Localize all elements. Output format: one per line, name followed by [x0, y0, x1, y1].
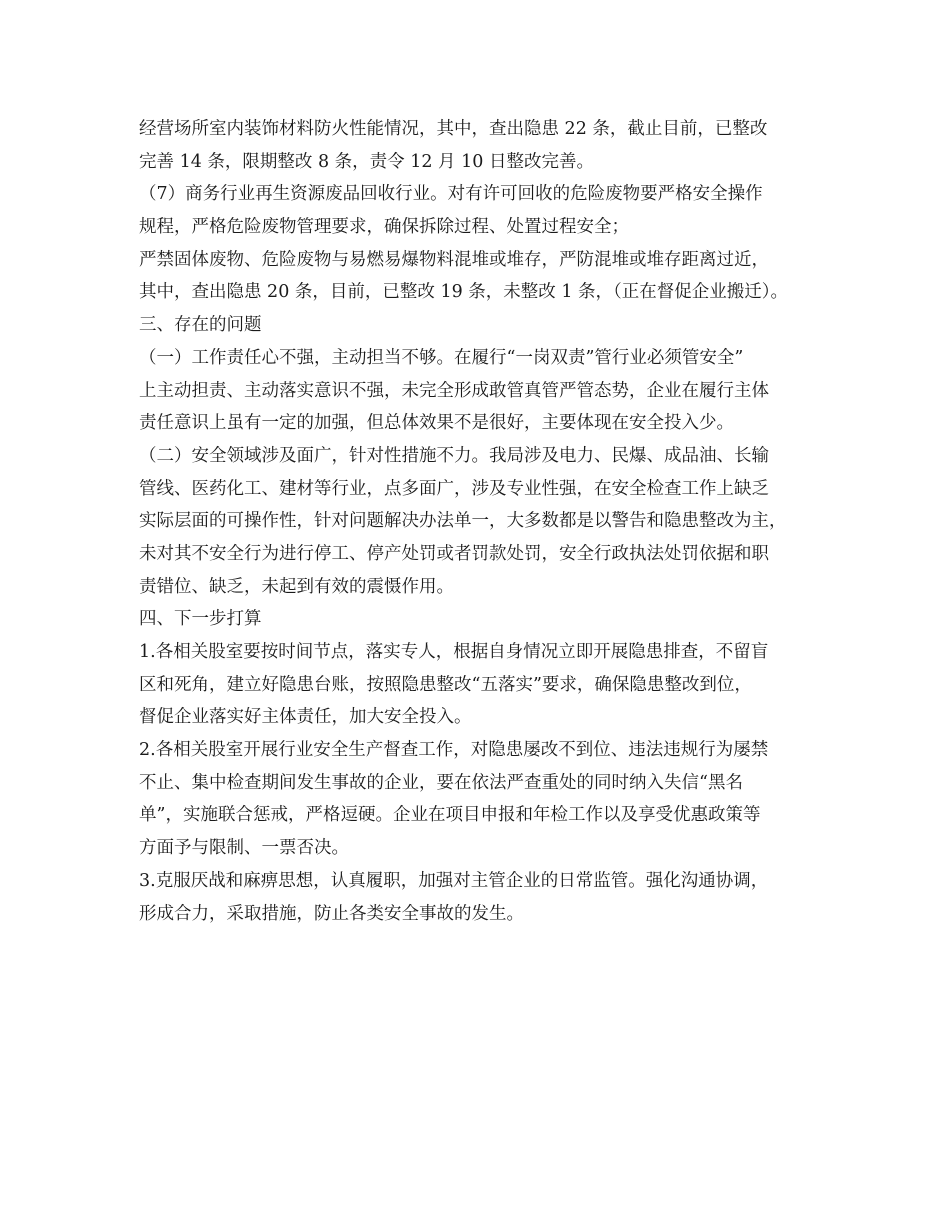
text-line: 规程，严格危险废物管理要求，确保拆除过程、处置过程安全； — [139, 217, 629, 238]
text-line: 上主动担责、主动落实意识不强，未完全形成敢管真管严管态势，企业在履行主体 — [139, 380, 769, 401]
text-line: 形成合力，采取措施，防止各类安全事故的发生。 — [139, 903, 524, 924]
text-line: 不止、集中检查期间发生事故的企业，要在依法严查重处的同时纳入失信“黑名 — [139, 772, 743, 793]
text-line: 督促企业落实好主体责任，加大安全投入。 — [139, 707, 472, 728]
document-body — [139, 113, 829, 930]
text-line: 单”，实施联合惩戒，严格逗硬。企业在项目申报和年检工作以及享受优惠政策等 — [139, 805, 761, 826]
text-line: 方面予与限制、一票否决。 — [139, 838, 349, 859]
text-line: （二）安全领域涉及面广，针对性措施不力。我局涉及电力、民爆、成品油、长输 — [139, 445, 769, 466]
text-line: 2.各相关股室开展行业安全生产督查工作，对隐患屡改不到位、违法违规行为屡禁 — [139, 740, 769, 761]
text-line: 其中，查出隐患 20 条，目前，已整改 19 条，未整改 1 条，（正在督促企业搬迁）。 — [139, 282, 789, 303]
text-line: 完善 14 条，限期整改 8 条，责令 12 月 10 日整改完善。 — [139, 151, 594, 172]
section-heading: 三、存在的问题 — [139, 315, 262, 336]
text-line: 1.各相关股室要按时间节点，落实专人，根据自身情况立即开展隐患排查，不留盲 — [139, 642, 769, 662]
text-line: 责错位、缺乏，未起到有效的震慑作用。 — [139, 576, 454, 597]
text-line: 3.克服厌战和麻痹思想，认真履职，加强对主管企业的日常监管。强化沟通协调， — [139, 870, 769, 891]
text-line: 管线、医药化工、建材等行业，点多面广，涉及专业性强，在安全检查工作上缺乏 — [139, 478, 769, 499]
text-line: 区和死角，建立好隐患台账，按照隐患整改“五落实”要求，确保隐患整改到位， — [139, 674, 752, 695]
text-line: 经营场所室内装饰材料防火性能情况，其中，查出隐患 22 条，截止目前，已整改 — [139, 119, 768, 139]
text-line: 实际层面的可操作性，针对问题解决办法单一，大多数都是以警告和隐患整改为主， — [139, 511, 787, 532]
text-line: 严禁固体废物、危险废物与易燃易爆物料混堆或堆存，严防混堆或堆存距离过近， — [139, 249, 769, 270]
text-line: （一）工作责任心不强，主动担当不够。在履行“一岗双责”管行业必须管安全” — [139, 347, 744, 368]
section-heading: 四、下一步打算 — [139, 609, 262, 630]
text-line: （7）商务行业再生资源废品回收行业。对有许可回收的危险废物要严格安全操作 — [139, 184, 763, 205]
text-line: 未对其不安全行为进行停工、停产处罚或者罚款处罚，安全行政执法处罚依据和职 — [139, 543, 769, 564]
text-line: 责任意识上虽有一定的加强，但总体效果不是很好，主要体现在安全投入少。 — [139, 413, 734, 434]
